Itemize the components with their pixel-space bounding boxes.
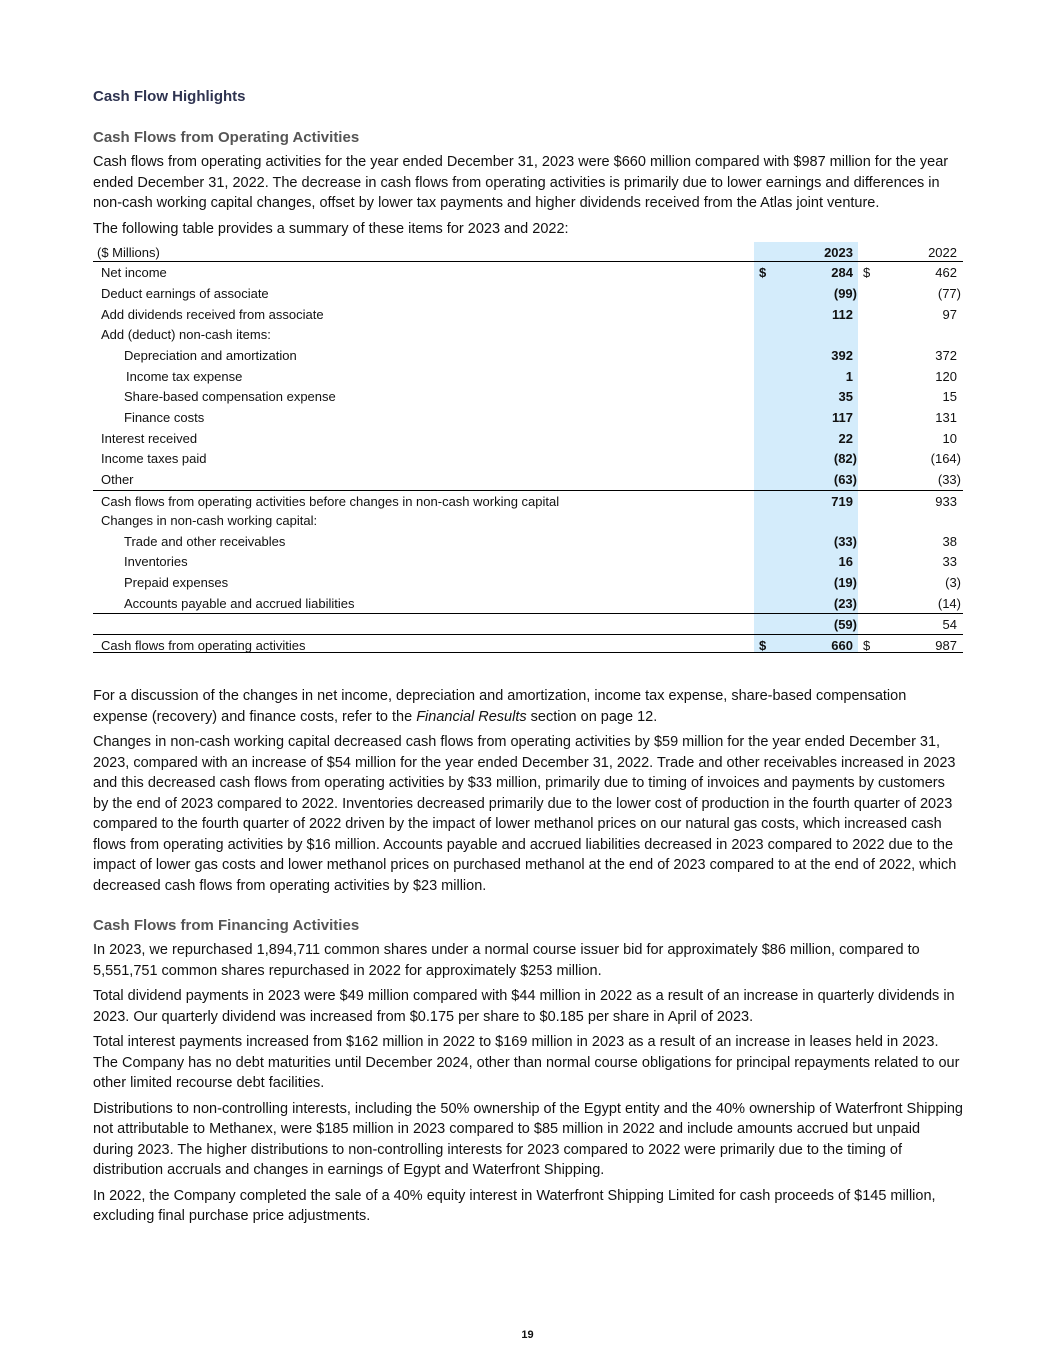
table-row (93, 262, 963, 283)
value-2022: 120 (935, 368, 957, 384)
value-2022: 97 (942, 306, 957, 322)
financial-results-reference: Financial Results (416, 708, 527, 725)
row-label: Prepaid expenses (124, 575, 229, 590)
table-header-row (93, 242, 963, 262)
dollar-sign: $ (863, 637, 871, 653)
row-label: Cash flows from operating activities (101, 637, 306, 653)
dollar-sign: $ (863, 265, 871, 281)
value-2022: 987 (935, 637, 957, 653)
value-2022: (3) (945, 575, 961, 590)
value-2022: 131 (935, 410, 957, 425)
financing-heading: Cash Flows from Financing Activities (93, 917, 360, 935)
value-2023: (33) (833, 533, 857, 549)
row-label: Income taxes paid (101, 451, 207, 467)
table-row (93, 428, 963, 449)
value-2023: 392 (831, 347, 853, 363)
table-subtotal-row (93, 490, 963, 510)
discussion-text-end: section on page 12. (526, 708, 658, 725)
table-row (93, 510, 963, 531)
value-2023: 1 (845, 368, 853, 384)
value-2023: (59) (833, 617, 857, 633)
financing-paragraph: In 2022, the Company completed the sale of a 40% equity interest in Waterfront Shipping Limited for cash proceeds of $145 million, excluding final purchase price adjustments. (93, 1187, 936, 1225)
working-capital-paragraph: Changes in non-cash working capital decreased cash flows from operating activities by $59 million for the year ended December 31, 2023, compared with an increase of $54 million for the year ended December 31, 2022. Trade and other receivables increased in 2023 and this decreased cash flows from operating activities by $33 million, primarily due to timing of invoices and payments by customers by the end of 2023 compared to 2022. Inventories decreased primarily due to the lower cost of production in the fourth quarter of 2023 compared to the fourth quarter of 2022 driven by the impact of lower methanol prices on our natural gas costs, which increased cash flows from operating activities by $16 million. Accounts payable and accrued liabilities decreased in 2023 compared to 2022 due to the impact of lower gas costs and lower methanol prices on purchased methanol at the end of 2023 compared to at the end of 2022, which decreased cash flows from operating activities by $23 million. (93, 734, 957, 894)
value-2023: 35 (838, 389, 853, 405)
value-2023: 660 (831, 637, 853, 653)
page-number: 19 (521, 1329, 534, 1341)
row-label: Changes in non-cash working capital: (101, 512, 318, 528)
dollar-sign: $ (759, 265, 767, 281)
dollar-sign: $ (759, 637, 767, 653)
value-2023: (23) (833, 595, 857, 611)
value-2022: 33 (942, 554, 957, 570)
value-2022: 462 (935, 265, 957, 281)
row-label: Share-based compensation expense (124, 389, 336, 405)
table-row (93, 551, 963, 572)
table-row (93, 448, 963, 469)
value-2023: (19) (833, 575, 857, 590)
value-2023: 719 (831, 493, 853, 509)
value-2023: 284 (831, 265, 853, 281)
table-row (93, 283, 963, 304)
value-2023: (82) (833, 451, 857, 467)
table-row (93, 345, 963, 366)
discussion-paragraph (93, 686, 963, 727)
table-row (93, 386, 963, 407)
row-label: Net income (101, 265, 167, 281)
row-label: Add dividends received from associate (101, 306, 324, 322)
value-2022: 38 (942, 533, 957, 549)
table-row (93, 572, 963, 593)
value-2022: (14) (937, 595, 961, 611)
table-row (93, 304, 963, 325)
value-2022: (77) (937, 285, 961, 301)
year-2022-header: 2022 (928, 245, 957, 260)
table-subtotal-row (93, 613, 963, 633)
value-2023: 112 (832, 306, 853, 322)
row-label: Deduct earnings of associate (101, 285, 269, 301)
table-row (93, 531, 963, 552)
table-row (93, 593, 963, 614)
row-label: Other (101, 472, 134, 488)
value-2022: 372 (935, 347, 957, 363)
value-2022: 54 (942, 617, 957, 633)
value-2023: (99) (833, 285, 857, 301)
value-2023: (63) (833, 472, 857, 488)
table-row (93, 469, 963, 490)
operating-paragraph: Cash flows from operating activities for the year ended December 31, 2023 were $660 million compared with $987 million for the year ended December 31, 2022. The decrease in cash flows from operating activities is primarily due to lower earnings and differences in non-cash working capital changes, offset by lower tax payments and higher dividends received from the Atlas joint venture. (93, 154, 949, 211)
row-label: Add (deduct) non-cash items: (101, 327, 271, 343)
value-2022: (164) (930, 451, 961, 467)
value-2022: 15 (942, 389, 957, 405)
unit-label: ($ Millions) (97, 245, 160, 260)
value-2022: (33) (937, 472, 961, 488)
discussion-text: For a discussion of the changes in net income, depreciation and amortization, income tax expense, share-based compensation expense (recovery) and finance costs, refer to the (93, 688, 907, 725)
table-row (93, 324, 963, 345)
table-row (93, 366, 963, 387)
row-label: Income tax expense (126, 368, 243, 384)
row-label: Depreciation and amortization (124, 347, 297, 363)
row-label: Cash flows from operating activities before changes in non-cash working capital (101, 493, 560, 509)
cash-flow-table (93, 242, 963, 653)
page-content (93, 88, 963, 1227)
financing-paragraph: In 2023, we repurchased 1,894,711 common shares under a normal course issuer bid for approximately $86 million, compared to 5,551,751 common shares repurchased in 2022 for approximately $253 million. (93, 942, 920, 979)
financing-paragraph: Total dividend payments in 2023 were $49 million compared with $44 million in 2022 as a result of an increase in quarterly dividends in 2023. Our quarterly dividend was increased from $0.175 per share to $0.185 per share in April of 2023. (93, 988, 955, 1025)
row-label: Finance costs (124, 410, 205, 425)
row-label: Trade and other receivables (124, 533, 286, 549)
value-2022: 933 (935, 493, 957, 509)
row-label: Inventories (124, 554, 188, 570)
value-2023: 117 (832, 410, 853, 425)
table-row (93, 407, 963, 428)
value-2023: 22 (838, 430, 853, 446)
value-2023: 16 (838, 554, 853, 570)
operating-heading: Cash Flows from Operating Activities (93, 129, 360, 146)
row-label: Interest received (101, 430, 198, 446)
table-intro-paragraph: The following table provides a summary of these items for 2023 and 2022: (93, 220, 569, 237)
row-label: Accounts payable and accrued liabilities (124, 595, 355, 611)
table-total-row (93, 634, 963, 654)
year-2023-header: 2023 (824, 245, 853, 260)
value-2022: 10 (942, 430, 957, 446)
financing-paragraph: Total interest payments increased from $162 million in 2022 to $169 million in 2023 as a result of an increase in leases held in 2023. The Company has no debt maturities until December 2024, other than normal course obligations for principal repayments related to our other limited recourse debt facilities. (93, 1034, 960, 1092)
financing-paragraph: Distributions to non-controlling interests, including the 50% ownership of the Egypt entity and the 40% ownership of Waterfront Shipping not attributable to Methanex, were $185 million in 2023 compared to $85 million in 2022 and include amounts accrued but unpaid during 2023. The higher distributions to non-controlling interests for 2023 compared to 2022 were primarily due to the timing of distribution accruals and changes in earnings of Egypt and Waterfront Shipping. (93, 1100, 963, 1179)
section-title: Cash Flow Highlights (93, 88, 246, 105)
